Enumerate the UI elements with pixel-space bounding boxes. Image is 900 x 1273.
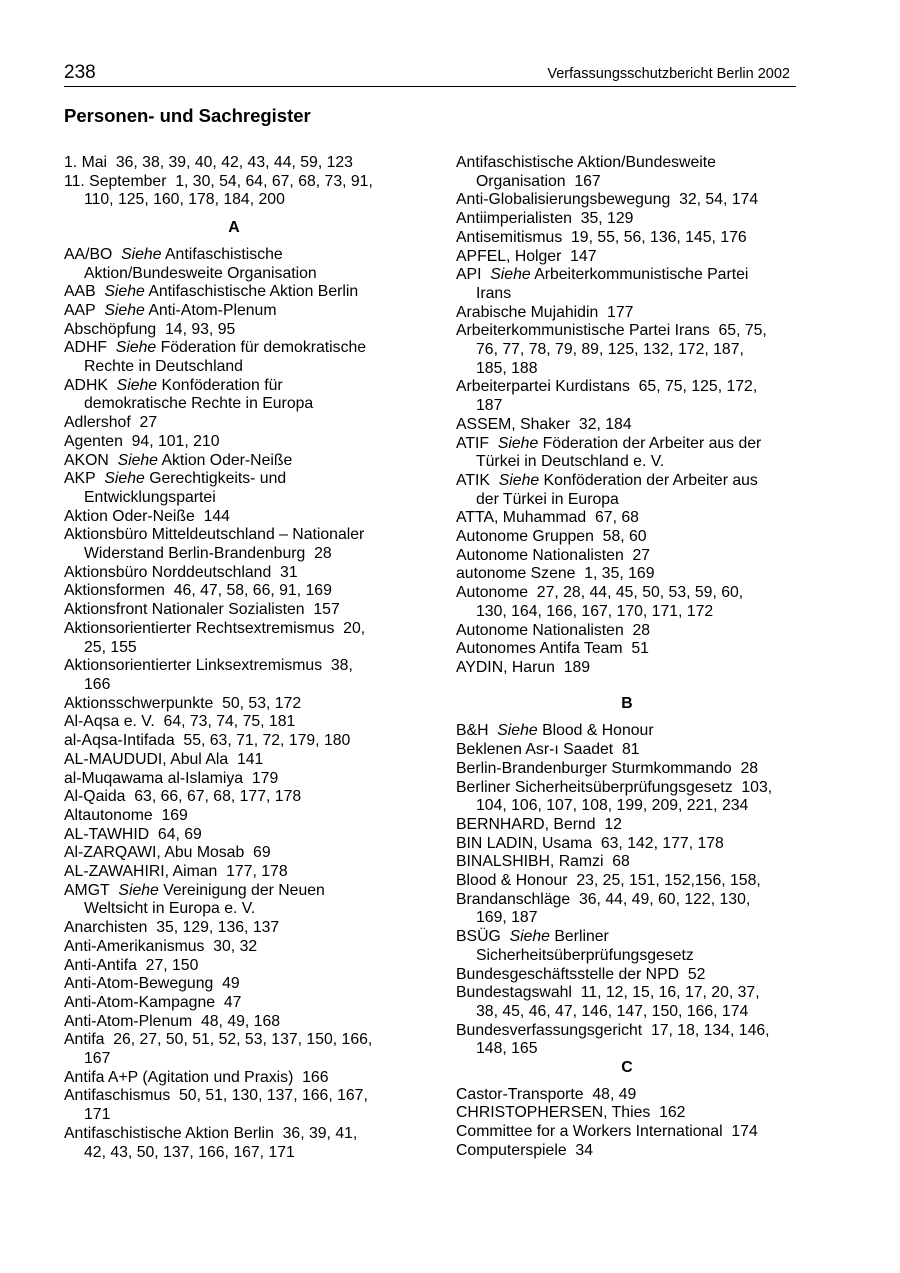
entry-term: AL-MAUDUDI, Abul Ala bbox=[64, 750, 229, 768]
page-refs: 28 bbox=[740, 759, 759, 777]
entry-term: ADHK bbox=[64, 376, 108, 394]
index-entry bbox=[64, 339, 404, 376]
entry-term: BINALSHIBH, Ramzi bbox=[456, 853, 604, 871]
siehe-reference: Siehe bbox=[115, 339, 157, 357]
entry-term: Computerspiele bbox=[456, 1141, 567, 1159]
index-entry bbox=[456, 472, 798, 509]
entry-term: Beklenen Asr-ı Saadet bbox=[456, 741, 614, 759]
entry-term: Autonome Nationalisten bbox=[456, 621, 624, 639]
page-refs: 67, 68 bbox=[595, 509, 639, 527]
siehe-target: Blood & Honour bbox=[542, 722, 654, 740]
entry-term: AL-TAWHID bbox=[64, 825, 150, 843]
page-refs: 27 bbox=[632, 546, 651, 564]
page-refs: 179 bbox=[251, 769, 279, 787]
entry-term: Antifaschismus bbox=[64, 1087, 171, 1105]
entry-term: Arbeiterpartei Kurdistans bbox=[456, 378, 630, 396]
siehe-target: Antifaschistische bbox=[165, 245, 283, 263]
siehe-target: Föderation für demokratische bbox=[160, 339, 367, 357]
entry-term: ADHF bbox=[64, 339, 108, 357]
entry-continuation: Weltsicht in Europa e. V. bbox=[84, 900, 256, 918]
page-refs: 36, 44, 49, 60, 122, 130, bbox=[578, 890, 751, 908]
index-entry bbox=[64, 770, 404, 789]
entry-term: Castor-Transporte bbox=[456, 1085, 584, 1103]
page-refs: 32, 54, 174 bbox=[679, 191, 759, 209]
index-entry bbox=[64, 695, 404, 714]
page-refs: 147 bbox=[570, 247, 597, 265]
entry-term: Antifa bbox=[64, 1031, 105, 1049]
index-entry bbox=[456, 640, 798, 659]
index-entry bbox=[456, 1142, 798, 1161]
siehe-target: Anti-Atom-Plenum bbox=[148, 301, 277, 319]
entry-term: Aktionsfront Nationaler Sozialisten bbox=[64, 601, 305, 619]
page-refs: 169 bbox=[161, 806, 188, 824]
page-refs: 35, 129, 136, 137 bbox=[156, 919, 280, 937]
entry-continuation: 76, 77, 78, 79, 89, 125, 132, 172, 187, bbox=[476, 341, 744, 359]
page-refs: 65, 75, 125, 172, bbox=[638, 378, 758, 396]
index-entry bbox=[64, 975, 404, 994]
entry-term: APFEL, Holger bbox=[456, 247, 562, 265]
entry-term: AL-ZAWAHIRI, Aiman bbox=[64, 863, 218, 881]
index-entry bbox=[64, 882, 404, 919]
entry-continuation: 38, 45, 46, 47, 146, 147, 150, 166, 174 bbox=[476, 1002, 749, 1020]
page-refs: 20, bbox=[343, 619, 366, 637]
entry-term: Anarchisten bbox=[64, 919, 148, 937]
siehe-target: Vereinigung der Neuen bbox=[163, 881, 325, 899]
index-entry bbox=[456, 210, 798, 229]
page-refs: 35, 129 bbox=[580, 210, 634, 228]
page-refs: 36, 38, 39, 40, 42, 43, 44, 59, 123 bbox=[115, 154, 353, 171]
index-entry bbox=[64, 601, 404, 620]
entry-term: B&H bbox=[456, 722, 489, 740]
page-refs: 157 bbox=[313, 601, 340, 619]
section-letter: B bbox=[621, 694, 633, 712]
entry-term: Aktionsbüro Norddeutschland bbox=[64, 563, 272, 581]
index-entry bbox=[456, 266, 798, 303]
page-refs: 27, 150 bbox=[145, 956, 199, 974]
index-entry bbox=[64, 508, 404, 527]
entry-continuation: 25, 155 bbox=[84, 638, 137, 656]
index-entry bbox=[456, 565, 798, 584]
siehe-target: Föderation der Arbeiter aus der bbox=[542, 434, 762, 452]
entry-term: al-Aqsa-Intifada bbox=[64, 732, 175, 750]
index-entry bbox=[456, 872, 798, 891]
index-entry bbox=[64, 1125, 404, 1162]
entry-term: Berlin-Brandenburger Sturmkommando bbox=[456, 759, 732, 777]
entry-term: Anti-Amerikanismus bbox=[64, 937, 205, 955]
index-entry bbox=[64, 154, 404, 173]
page-header bbox=[64, 62, 796, 87]
page-title: Personen- und Sachregister bbox=[64, 105, 311, 126]
page-refs: 167 bbox=[574, 172, 601, 190]
page-refs: 48, 49 bbox=[592, 1085, 637, 1103]
entry-continuation: 185, 188 bbox=[476, 359, 538, 377]
page-refs: 64, 73, 74, 75, 181 bbox=[163, 713, 296, 731]
entry-term: BSÜG bbox=[456, 928, 501, 946]
entry-term: Al-Qaida bbox=[64, 788, 126, 806]
entry-term: Anti-Atom-Kampagne bbox=[64, 993, 216, 1011]
index-entry bbox=[64, 957, 404, 976]
index-entry bbox=[64, 863, 404, 882]
page-refs: 28 bbox=[314, 545, 332, 563]
index-entry bbox=[456, 584, 798, 621]
siehe-reference: Siehe bbox=[104, 301, 145, 319]
page-refs: 50, 51, 130, 137, 166, 167, bbox=[179, 1087, 368, 1105]
entry-term: ATTA, Muhammad bbox=[456, 509, 587, 527]
entry-term: Autonomes Antifa Team bbox=[456, 640, 623, 658]
page-refs: 46, 47, 58, 66, 91, 169 bbox=[173, 582, 332, 600]
siehe-reference: Siehe bbox=[509, 928, 550, 946]
page-refs: 1, 30, 54, 64, 67, 68, 73, 91, bbox=[175, 172, 373, 190]
entry-term: Aktionsorientierter Rechtsextremismus bbox=[64, 619, 335, 637]
index-entry bbox=[64, 1087, 404, 1124]
index-entry bbox=[64, 657, 404, 694]
index-entry bbox=[64, 994, 404, 1013]
entry-term: Bundestagswahl bbox=[456, 984, 572, 1002]
entry-term: Anti-Atom-Bewegung bbox=[64, 975, 214, 993]
entry-term: CHRISTOPHERSEN, Thies bbox=[456, 1104, 651, 1122]
page-refs: 50, 53, 172 bbox=[222, 694, 302, 712]
entry-continuation: 110, 125, 160, 178, 184, 200 bbox=[84, 191, 285, 209]
index-entry bbox=[64, 732, 404, 751]
entry-continuation: Antifaschistische Aktion/Bundesweite bbox=[456, 154, 716, 171]
siehe-target: Konföderation der Arbeiter aus bbox=[543, 471, 758, 489]
index-entry bbox=[64, 807, 404, 826]
index-entry bbox=[64, 377, 404, 414]
index-entry bbox=[64, 919, 404, 938]
index-entry bbox=[456, 435, 798, 472]
entry-term: Committee for a Workers International bbox=[456, 1123, 723, 1141]
entry-continuation: Irans bbox=[476, 284, 512, 302]
entry-continuation: Entwicklungspartei bbox=[84, 488, 216, 506]
entry-term: AYDIN, Harun bbox=[456, 658, 555, 676]
entry-continuation: Aktionsbüro Mitteldeutschland – Nationaler bbox=[64, 526, 365, 544]
page-refs: 177, 178 bbox=[226, 863, 288, 881]
page-refs: 94, 101, 210 bbox=[131, 432, 220, 450]
index-column-right bbox=[456, 154, 798, 1161]
page-refs: 68 bbox=[612, 853, 630, 871]
index-entry bbox=[64, 173, 404, 210]
entry-continuation: 166 bbox=[84, 675, 111, 693]
index-entry bbox=[456, 741, 798, 760]
entry-term: Altautonome bbox=[64, 806, 153, 824]
page-refs: 1, 35, 169 bbox=[584, 565, 655, 583]
index-entry bbox=[64, 1013, 404, 1032]
index-entry bbox=[64, 826, 404, 845]
page-refs: 144 bbox=[203, 507, 230, 525]
page-refs: 47 bbox=[223, 993, 242, 1011]
index-entry bbox=[456, 322, 798, 378]
entry-term: AA/BO bbox=[64, 245, 113, 263]
siehe-reference: Siehe bbox=[121, 245, 162, 263]
entry-continuation: 167 bbox=[84, 1050, 111, 1068]
entry-term: Aktionsformen bbox=[64, 582, 165, 600]
page-refs: 14, 93, 95 bbox=[165, 320, 236, 338]
section-letter: A bbox=[228, 219, 240, 237]
page-refs: 58, 60 bbox=[602, 528, 647, 546]
entry-term: AKP bbox=[64, 470, 96, 488]
index-entry bbox=[64, 414, 404, 433]
index-entry bbox=[64, 788, 404, 807]
siehe-target: Berliner bbox=[554, 928, 609, 946]
index-entry bbox=[456, 928, 798, 965]
siehe-reference: Siehe bbox=[118, 881, 159, 899]
page-refs: 49 bbox=[222, 975, 240, 993]
index-entry bbox=[456, 835, 798, 854]
page-refs: 69 bbox=[253, 844, 271, 862]
entry-term: Adlershof bbox=[64, 414, 131, 432]
entry-continuation: 169, 187 bbox=[476, 909, 538, 927]
entry-continuation: demokratische Rechte in Europa bbox=[84, 395, 314, 413]
siehe-reference: Siehe bbox=[117, 451, 158, 469]
index-entry bbox=[456, 248, 798, 267]
page-refs: 30, 32 bbox=[213, 937, 258, 955]
entry-term: Aktionsorientierter Linksextremismus bbox=[64, 657, 323, 675]
page-refs: 189 bbox=[563, 658, 591, 676]
siehe-target: Konföderation für bbox=[161, 376, 283, 394]
page-refs: 162 bbox=[659, 1104, 686, 1122]
entry-term: API bbox=[456, 266, 482, 284]
page-refs: 27 bbox=[139, 414, 158, 432]
page-refs: 12 bbox=[604, 815, 622, 833]
index-entry bbox=[64, 321, 404, 340]
index-entry bbox=[456, 509, 798, 528]
entry-term: al-Muqawama al-Islamiya bbox=[64, 769, 244, 787]
entry-term: Agenten bbox=[64, 432, 123, 450]
page-refs: 26, 27, 50, 51, 52, 53, 137, 150, 166, bbox=[113, 1031, 373, 1049]
index-entry bbox=[456, 622, 798, 641]
entry-continuation: Aktion/Bundesweite Organisation bbox=[84, 264, 317, 282]
index-entry bbox=[456, 229, 798, 248]
page-refs: 11, 12, 15, 16, 17, 20, 37, bbox=[580, 984, 760, 1002]
index-entry bbox=[456, 416, 798, 435]
siehe-target: Arbeiterkommunistische Partei bbox=[534, 266, 749, 284]
page-refs: 63, 142, 177, 178 bbox=[600, 834, 724, 852]
entry-term: Widerstand Berlin-Brandenburg bbox=[84, 545, 306, 563]
siehe-target: Gerechtigkeits- und bbox=[149, 470, 287, 488]
entry-term: Arbeiterkommunistische Partei Irans bbox=[456, 322, 710, 340]
siehe-reference: Siehe bbox=[497, 434, 539, 452]
index-entry bbox=[64, 1069, 404, 1088]
index-entry bbox=[64, 1031, 404, 1068]
index-entry bbox=[456, 547, 798, 566]
siehe-reference: Siehe bbox=[104, 283, 145, 301]
entry-term: Bundesverfassungsgericht bbox=[456, 1021, 643, 1039]
entry-term: autonome Szene bbox=[456, 565, 576, 583]
page-refs: 31 bbox=[280, 563, 298, 581]
page-refs: 141 bbox=[236, 750, 264, 768]
page-refs: 19, 55, 56, 136, 145, 176 bbox=[571, 228, 747, 246]
page-refs: 28 bbox=[632, 621, 651, 639]
entry-continuation: Rechte in Deutschland bbox=[84, 358, 243, 376]
siehe-reference: Siehe bbox=[490, 266, 531, 284]
siehe-reference: Siehe bbox=[104, 470, 145, 488]
page-refs: 48, 49, 168 bbox=[200, 1012, 281, 1030]
entry-term: ATIK bbox=[456, 471, 490, 489]
entry-term: ASSEM, Shaker bbox=[456, 415, 571, 433]
entry-term: Blood & Honour bbox=[456, 872, 568, 890]
index-entry bbox=[64, 620, 404, 657]
entry-term: Autonome Nationalisten bbox=[456, 546, 624, 564]
index-entry bbox=[64, 751, 404, 770]
page-refs: 65, 75, bbox=[718, 322, 767, 340]
entry-term: Al-Aqsa e. V. bbox=[64, 713, 155, 731]
entry-term: Autonome Gruppen bbox=[456, 528, 594, 546]
index-entry bbox=[64, 713, 404, 732]
index-entry bbox=[456, 659, 798, 678]
entry-term: Anti-Globalisierungsbewegung bbox=[456, 191, 671, 209]
entry-continuation: 187 bbox=[476, 397, 503, 415]
index-entry bbox=[456, 528, 798, 547]
index-entry bbox=[456, 984, 798, 1021]
index-entry bbox=[64, 526, 404, 563]
index-entry bbox=[64, 433, 404, 452]
entry-term: Bundesgeschäftsstelle der NPD bbox=[456, 965, 680, 983]
entry-term: Anti-Atom-Plenum bbox=[64, 1012, 193, 1030]
entry-continuation: Türkei in Deutschland e. V. bbox=[476, 453, 665, 471]
page-refs: 52 bbox=[687, 965, 706, 983]
page-refs: 27, 28, 44, 45, 50, 53, 59, 60, bbox=[536, 584, 744, 602]
index-entry bbox=[64, 844, 404, 863]
page-refs: 81 bbox=[621, 741, 640, 759]
index-entry bbox=[64, 246, 404, 283]
entry-continuation: 148, 165 bbox=[476, 1040, 538, 1058]
entry-continuation: 42, 43, 50, 137, 166, 167, 171 bbox=[84, 1143, 295, 1161]
entry-term: 11. September bbox=[64, 172, 167, 190]
index-entry bbox=[456, 1104, 798, 1123]
entry-term: Antifa A+P (Agitation und Praxis) bbox=[64, 1068, 294, 1086]
index-entry bbox=[456, 1123, 798, 1142]
entry-term: Organisation bbox=[476, 172, 566, 190]
page-refs: 166 bbox=[302, 1068, 329, 1086]
entry-term: 1. Mai bbox=[64, 154, 108, 171]
entry-continuation: Sicherheitsüberprüfungsgesetz bbox=[476, 946, 694, 964]
entry-continuation: 171 bbox=[84, 1106, 111, 1124]
entry-term: Aktionsschwerpunkte bbox=[64, 694, 214, 712]
page-refs: 55, 63, 71, 72, 179, 180 bbox=[183, 732, 351, 750]
entry-continuation: 104, 106, 107, 108, 199, 209, 221, 234 bbox=[476, 797, 749, 815]
page-refs: 63, 66, 67, 68, 177, 178 bbox=[134, 788, 302, 806]
section-letter: C bbox=[621, 1059, 633, 1077]
page-refs: 38, bbox=[330, 657, 353, 675]
index-entry bbox=[64, 564, 404, 583]
page-refs: 17, 18, 134, 146, bbox=[650, 1021, 770, 1039]
index-entry bbox=[456, 760, 798, 779]
entry-continuation: 130, 164, 166, 167, 170, 171, 172 bbox=[476, 602, 714, 620]
index-entry bbox=[456, 1086, 798, 1105]
index-entry bbox=[64, 452, 404, 471]
entry-term: Arabische Mujahidin bbox=[456, 303, 599, 321]
entry-term: Brandanschläge bbox=[456, 890, 571, 908]
entry-term: Antifaschistische Aktion Berlin bbox=[64, 1124, 274, 1142]
siehe-reference: Siehe bbox=[498, 471, 540, 489]
entry-term: ATIF bbox=[456, 434, 490, 452]
siehe-target: Antifaschistische Aktion Berlin bbox=[148, 283, 359, 301]
index-entry bbox=[456, 891, 798, 928]
index-entry bbox=[456, 966, 798, 985]
entry-term: Aktion Oder-Neiße bbox=[64, 507, 195, 525]
entry-term: Autonome bbox=[456, 584, 529, 602]
page-number: 238 bbox=[64, 62, 96, 83]
index-entry bbox=[456, 779, 798, 816]
index-entry bbox=[456, 154, 798, 191]
entry-term: AAB bbox=[64, 283, 96, 301]
index-entry bbox=[456, 1022, 798, 1059]
entry-term: Berliner Sicherheitsüberprüfungsgesetz bbox=[456, 778, 733, 796]
entry-term: Antisemitismus bbox=[456, 228, 563, 246]
page-refs: 103, bbox=[741, 778, 773, 796]
page-refs: 177 bbox=[607, 303, 634, 321]
index-entry bbox=[64, 283, 404, 302]
index-entry bbox=[456, 722, 798, 741]
entry-term: Abschöpfung bbox=[64, 320, 157, 338]
page-refs: 64, 69 bbox=[157, 825, 202, 843]
index-entry bbox=[64, 938, 404, 957]
entry-term: Anti-Antifa bbox=[64, 956, 137, 974]
page-refs: 36, 39, 41, bbox=[282, 1124, 358, 1142]
page-refs: 51 bbox=[631, 640, 649, 658]
index-entry bbox=[456, 191, 798, 210]
index-entry bbox=[456, 816, 798, 835]
entry-term: BIN LADIN, Usama bbox=[456, 834, 593, 852]
index-entry bbox=[64, 582, 404, 601]
entry-term: Antiimperialisten bbox=[456, 210, 572, 228]
running-title: Verfassungsschutzbericht Berlin 2002 bbox=[547, 66, 790, 82]
page-refs: 174 bbox=[731, 1123, 758, 1141]
index-entry bbox=[64, 470, 404, 507]
index-entry bbox=[64, 302, 404, 321]
siehe-reference: Siehe bbox=[116, 376, 158, 394]
page-refs: 32, 184 bbox=[578, 415, 632, 433]
entry-term: AKON bbox=[64, 451, 109, 469]
entry-term: BERNHARD, Bernd bbox=[456, 815, 596, 833]
page-refs: 23, 25, 151, 152,156, 158, bbox=[576, 872, 761, 890]
index-entry bbox=[456, 378, 798, 415]
entry-term: AAP bbox=[64, 301, 96, 319]
entry-term: Al-ZARQAWI, Abu Mosab bbox=[64, 844, 245, 862]
index-entry bbox=[456, 304, 798, 323]
siehe-reference: Siehe bbox=[497, 722, 538, 740]
entry-term: AMGT bbox=[64, 881, 110, 899]
index-entry bbox=[456, 853, 798, 872]
entry-continuation: der Türkei in Europa bbox=[476, 490, 619, 508]
page-refs: 34 bbox=[575, 1141, 593, 1159]
index-column-left bbox=[64, 154, 404, 1162]
siehe-target: Aktion Oder-Neiße bbox=[161, 451, 293, 469]
